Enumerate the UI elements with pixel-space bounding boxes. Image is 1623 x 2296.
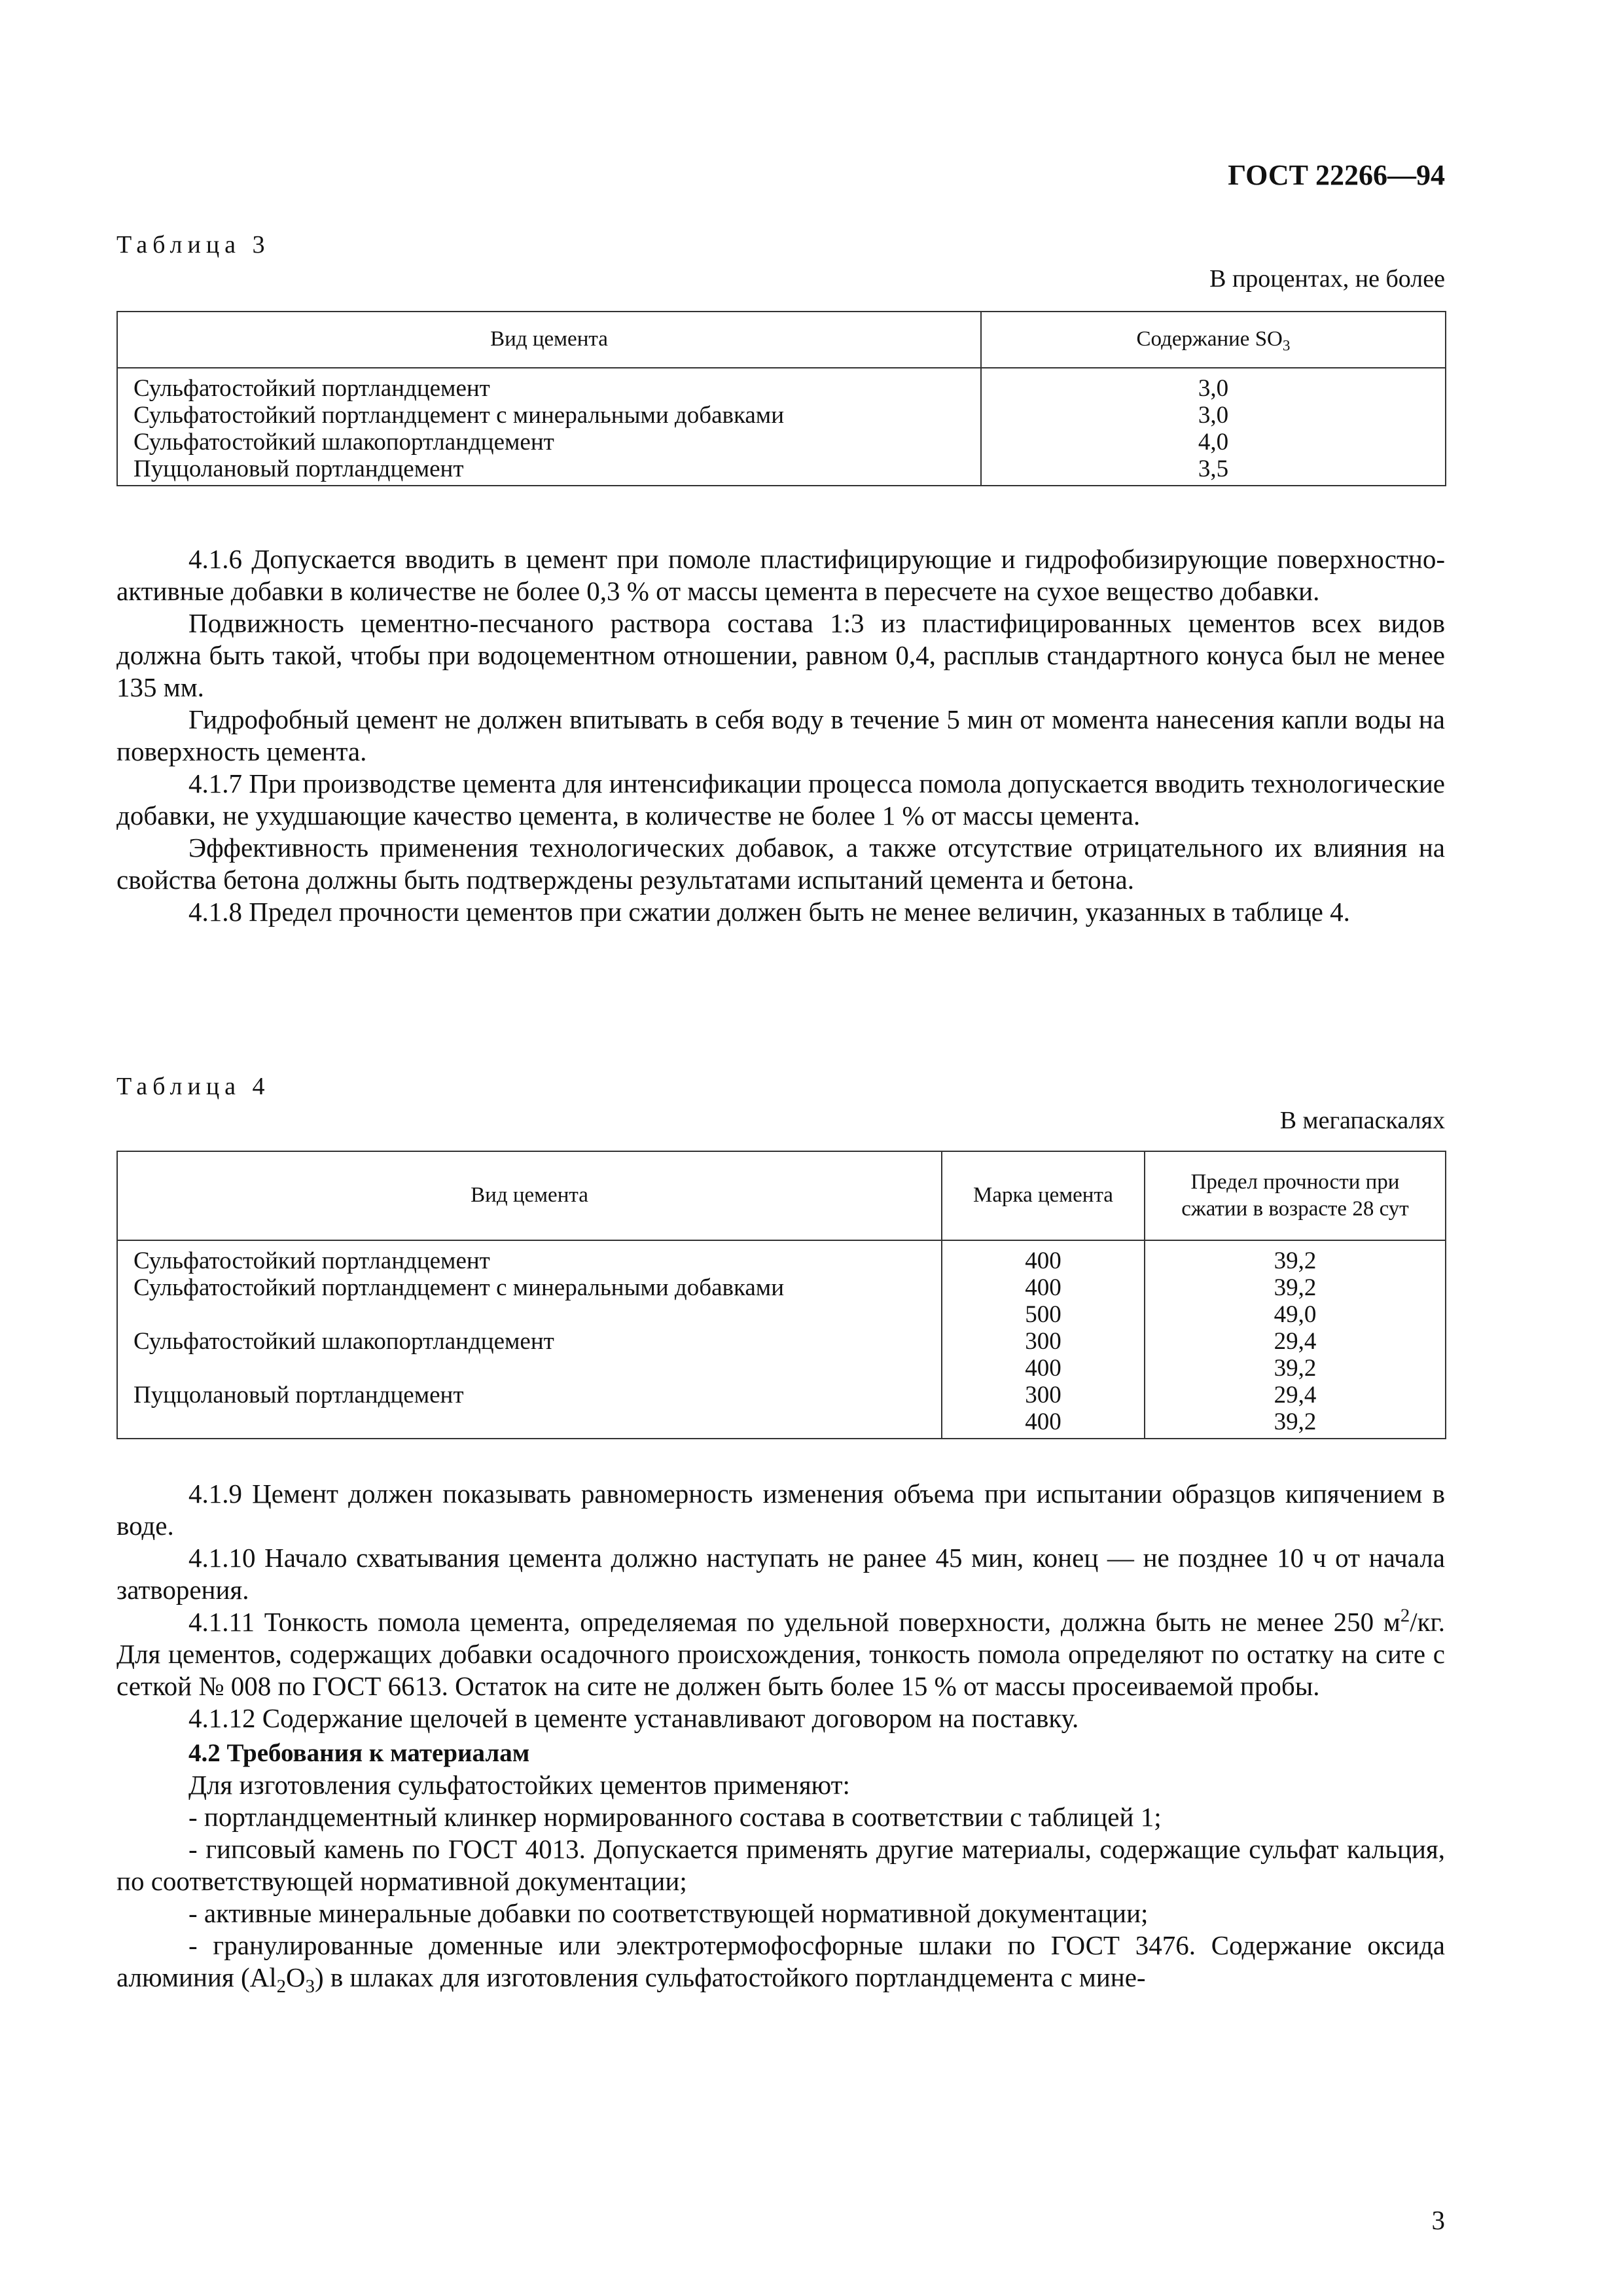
paragraph-4-1-9: 4.1.9 Цемент должен показывать равномерность изменения объема при испытании образцов кипячением в воде. bbox=[116, 1479, 1445, 1541]
page-number: 3 bbox=[1431, 2205, 1445, 2235]
table4-row-grade: 500 bbox=[1025, 1301, 1061, 1328]
table4-row-grade: 300 bbox=[1025, 1328, 1061, 1355]
table3-row-name: Пуццолановый портландцемент bbox=[134, 456, 464, 482]
paragraph-4-1-6: 4.1.6 Допускается вводить в цемент при помоле пластифицирующие и гидрофобизирующие поверхностно-активные добавки в количестве не более 0,3 % от массы цемента в пересчете на сухое вещество добавки. bbox=[116, 544, 1445, 606]
table4-row-grade: 300 bbox=[1025, 1382, 1061, 1408]
materials-intro: Для изготовления сульфатостойких цементов применяют: bbox=[188, 1770, 850, 1800]
materials-item-slags: - гранулированные доменные или электротермофосфорные шлаки по ГОСТ 3476. Содержание оксида алюминия $(Al_2O_3)$ в шлаках для изготовления сульфатостойкого портландцемента с мине- bbox=[116, 1930, 1445, 1998]
table4-row-strength: 29,4 bbox=[1274, 1328, 1317, 1355]
paragraph-efficiency: Эффективность применения технологических добавок, а также отсутствие отрицательного их влияния на свойства бетона должны быть подтверждены результатами испытаний цемента и бетона. bbox=[116, 833, 1445, 895]
paragraph-4-1-12: 4.1.12 Содержание щелочей в цементе устанавливают договором на поставку. bbox=[188, 1703, 1079, 1733]
table4-row-name: Сульфатостойкий портландцемент с минеральными добавками bbox=[134, 1274, 785, 1301]
table4-names-cell bbox=[117, 1240, 942, 1439]
table4 bbox=[116, 1151, 1446, 1439]
section-title-4-2: 4.2 Требования к материалам bbox=[188, 1739, 530, 1767]
table3-row-name: Сульфатостойкий портландцемент с минеральными добавками bbox=[134, 402, 785, 429]
table3-title: Таблица 3 bbox=[116, 231, 270, 259]
table4-title: Таблица 4 bbox=[116, 1073, 270, 1100]
table4-row-grade: 400 bbox=[1025, 1274, 1061, 1301]
table4-row-name bbox=[134, 1408, 941, 1435]
table4-row-strength: 39,2 bbox=[1274, 1247, 1317, 1274]
table3-row-name: Сульфатостойкий шлакопортландцемент bbox=[134, 429, 554, 456]
table4-row-strength: 39,2 bbox=[1274, 1274, 1317, 1301]
paragraph-mobility: Подвижность цементно-песчаного раствора состава 1:3 из пластифицированных цементов всех видов должна быть такой, чтобы при водоцементном отношении, равном 0,4, расплыв стандартного конуса был не менее 135 мм. bbox=[116, 608, 1445, 702]
table3-values-cell bbox=[981, 368, 1446, 486]
table4-strength-cell bbox=[1145, 1240, 1446, 1439]
table4-row-strength: 39,2 bbox=[1274, 1408, 1317, 1435]
standard-code: ГОСТ 22266—94 bbox=[1228, 159, 1445, 191]
table3-header-cement-type: Вид цемента bbox=[117, 312, 981, 368]
table3-row-value: 3,0 bbox=[1198, 375, 1229, 402]
table3-row-name: Сульфатостойкий портландцемент bbox=[134, 375, 490, 402]
materials-item-additives: - активные минеральные добавки по соответствующей нормативной документации; bbox=[188, 1898, 1149, 1928]
body-text-a bbox=[116, 543, 1445, 928]
table3-names-cell bbox=[117, 368, 981, 486]
table4-header-strength: Предел прочности при сжатии в возрасте 28 сут bbox=[1145, 1151, 1446, 1240]
table4-row-strength: 39,2 bbox=[1274, 1355, 1317, 1382]
table4-row-grade: 400 bbox=[1025, 1247, 1061, 1274]
table4-row-name bbox=[134, 1301, 941, 1328]
table4-row-strength: 29,4 bbox=[1274, 1382, 1317, 1408]
table3-row-value: 4,0 bbox=[1198, 429, 1229, 456]
table3-units: В процентах, не более bbox=[1209, 265, 1445, 293]
table4-row-name bbox=[134, 1355, 941, 1382]
table4-row-name: Сульфатостойкий портландцемент bbox=[134, 1247, 490, 1274]
materials-item-clinker: - портландцементный клинкер нормированного состава в соответствии с таблицей 1; bbox=[188, 1802, 1162, 1832]
paragraph-4-1-8: 4.1.8 Предел прочности цементов при сжатии должен быть не менее величин, указанных в таблице 4. bbox=[188, 897, 1350, 927]
materials-item-gypsum: - гипсовый камень по ГОСТ 4013. Допускается применять другие материалы, содержащие сульфат кальция, по соответствующей нормативной документации; bbox=[116, 1834, 1445, 1896]
paragraph-4-1-11: 4.1.11 Тонкость помола цемента, определяемая по удельной поверхности, должна быть не менее 250 $м^2/кг$. Для цементов, содержащих добавки осадочного происхождения, тонкость помола определяют по остатку на сите с сеткой № 008 по ГОСТ 6613. Остаток на сите не должен быть более 15 % от массы просеиваемой пробы. bbox=[116, 1605, 1445, 1701]
table3 bbox=[116, 311, 1446, 486]
table4-grades-cell bbox=[942, 1240, 1145, 1439]
table4-row-strength: 49,0 bbox=[1274, 1301, 1317, 1328]
paragraph-4-1-10: 4.1.10 Начало схватывания цемента должно наступать не ранее 45 мин, конец — не позднее 10 ч от начала затворения. bbox=[116, 1543, 1445, 1605]
body-text-b bbox=[116, 1478, 1445, 1998]
table4-header-cement-type: Вид цемента bbox=[117, 1151, 942, 1240]
table4-row-grade: 400 bbox=[1025, 1408, 1061, 1435]
table4-header-grade: Марка цемента bbox=[942, 1151, 1145, 1240]
table3-row-value: 3,5 bbox=[1198, 456, 1229, 482]
table4-row-grade: 400 bbox=[1025, 1355, 1061, 1382]
table4-units: В мегапаскалях bbox=[1279, 1107, 1445, 1134]
paragraph-hydrophobic: Гидрофобный цемент не должен впитывать в себя воду в течение 5 мин от момента нанесения капли воды на поверхность цемента. bbox=[116, 704, 1445, 766]
table4-row-name: Сульфатостойкий шлакопортландцемент bbox=[134, 1328, 554, 1355]
table4-row-name: Пуццолановый портландцемент bbox=[134, 1382, 464, 1408]
table3-header-so3: Содержание $SO_3$ bbox=[981, 312, 1446, 368]
paragraph-4-1-7: 4.1.7 При производстве цемента для интенсификации процесса помола допускается вводить технологические добавки, не ухудшающие качество цемента, в количестве не более 1 % от массы цемента. bbox=[116, 768, 1445, 831]
table3-row-value: 3,0 bbox=[1198, 402, 1229, 429]
